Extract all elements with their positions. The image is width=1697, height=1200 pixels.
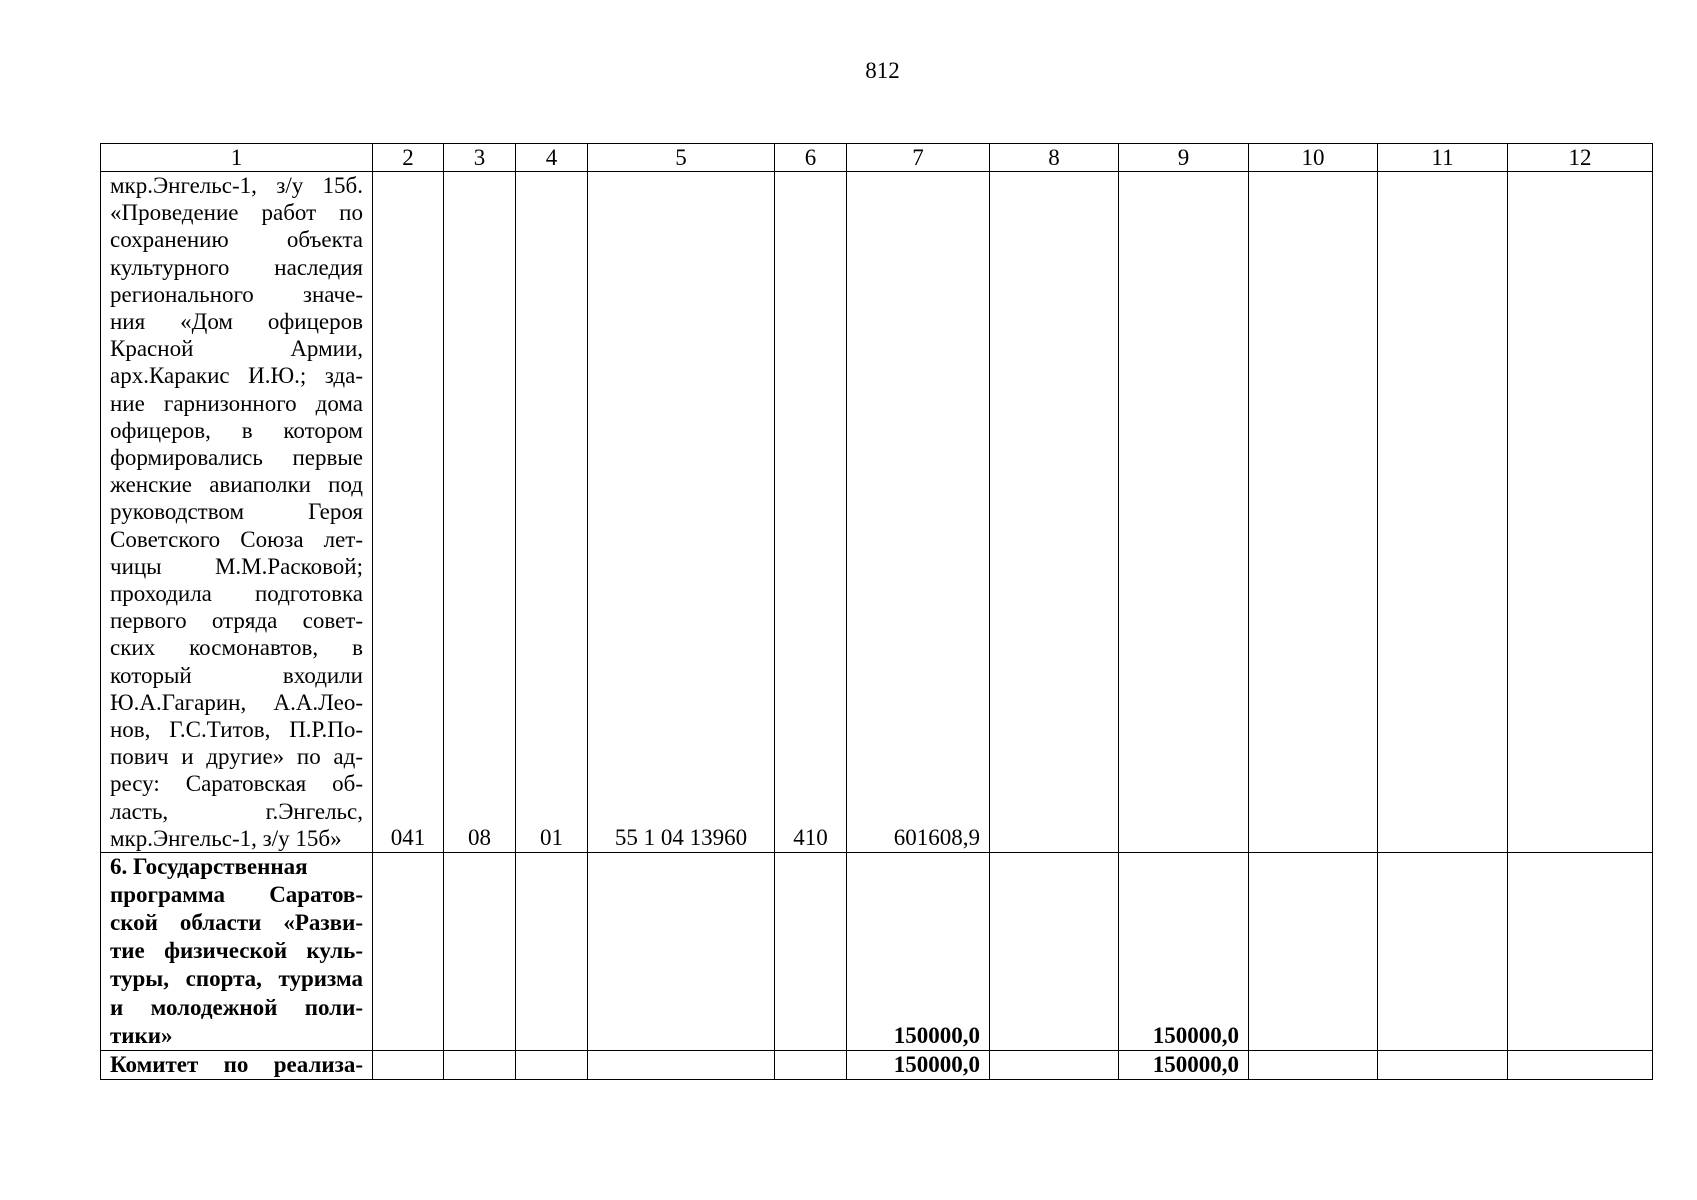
- column-header: 6: [775, 144, 847, 172]
- cell-c11: [1378, 1050, 1508, 1079]
- cell-c4: [516, 853, 588, 1051]
- cell-c4: [516, 1050, 588, 1079]
- description-line: первого отряда совет-: [110, 608, 363, 634]
- cell-c2: [373, 853, 444, 1051]
- description-line: пович и другие» по ад-: [110, 744, 363, 770]
- description-line: культурного наследия: [110, 254, 363, 280]
- description-line: чицы М.М.Расковой;: [110, 553, 363, 579]
- row-description: [101, 1050, 373, 1079]
- description-line: формировались первые: [110, 445, 363, 471]
- column-header: 10: [1249, 144, 1378, 172]
- description-line: Комитет по реализа-: [110, 1051, 363, 1077]
- row-description: [101, 172, 373, 853]
- description-line: «Проведение работ по: [110, 200, 363, 226]
- page-number: 812: [865, 58, 900, 83]
- description-line: мкр.Энгельс-1, з/у 15б.: [110, 173, 363, 198]
- cell-c8: [990, 1050, 1119, 1079]
- description-line: Ю.А.Гагарин, А.А.Лео-: [110, 689, 363, 715]
- cell-c11: [1378, 172, 1508, 853]
- column-header: 4: [516, 144, 588, 172]
- cell-c4: 01: [516, 172, 588, 853]
- description-line: женские авиаполки под: [110, 472, 363, 498]
- description-line: руководством Героя: [110, 499, 363, 525]
- column-header: 8: [990, 144, 1119, 172]
- cell-c3: [444, 853, 516, 1051]
- cell-c9: [1119, 172, 1249, 853]
- cell-c8: [990, 853, 1119, 1051]
- description-line: ресу: Саратовская об-: [110, 771, 363, 797]
- description-line: и молодежной поли-: [110, 994, 363, 1020]
- description-line: арх.Каракис И.Ю.; зда-: [110, 363, 363, 389]
- cell-c11: [1378, 853, 1508, 1051]
- description-line: сохранению объекта: [110, 227, 363, 253]
- description-line: тики»: [110, 1022, 173, 1048]
- cell-c6: 410: [775, 172, 847, 853]
- description-line: мкр.Энгельс-1, з/у 15б»: [110, 825, 342, 851]
- budget-table: [100, 143, 1653, 1080]
- column-header: 2: [373, 144, 444, 172]
- column-header: 1: [101, 144, 373, 172]
- column-header: 7: [847, 144, 990, 172]
- cell-c10: [1249, 853, 1378, 1051]
- cell-c3: [444, 1050, 516, 1079]
- cell-c7: 150000,0: [847, 1050, 990, 1079]
- column-header: 5: [588, 144, 775, 172]
- description-line: который входили: [110, 662, 363, 688]
- cell-c6: [775, 853, 847, 1051]
- cell-c12: [1508, 853, 1653, 1051]
- description-line: ласть, г.Энгельс,: [110, 798, 363, 824]
- cell-c10: [1249, 172, 1378, 853]
- cell-c7: 601608,9: [847, 172, 990, 853]
- table-row: [101, 1050, 1653, 1079]
- cell-c12: [1508, 172, 1653, 853]
- column-header: 12: [1508, 144, 1653, 172]
- cell-c10: [1249, 1050, 1378, 1079]
- description-line: Красной Армии,: [110, 336, 363, 362]
- description-line: ской области «Разви-: [110, 910, 363, 936]
- header-row: [101, 144, 1653, 172]
- description-line: программа Саратов-: [110, 882, 363, 908]
- column-header: 9: [1119, 144, 1249, 172]
- description-line: ских космонавтов, в: [110, 635, 363, 661]
- cell-c5: [588, 853, 775, 1051]
- description-line: нов, Г.С.Титов, П.Р.По-: [110, 717, 363, 743]
- cell-c6: [775, 1050, 847, 1079]
- description-line: туры, спорта, туризма: [110, 966, 363, 992]
- description-line: 6. Государственная: [110, 854, 308, 880]
- row-description: [101, 853, 373, 1051]
- description-line: проходила подготовка: [110, 581, 363, 607]
- description-line: Советского Союза лет-: [110, 526, 363, 552]
- description-line: офицеров, в котором: [110, 417, 363, 443]
- description-line: регионального значе-: [110, 281, 363, 307]
- table-row: [101, 853, 1653, 1051]
- column-header: 3: [444, 144, 516, 172]
- cell-c5: 55 1 04 13960: [588, 172, 775, 853]
- column-header: 11: [1378, 144, 1508, 172]
- cell-c7: 150000,0: [847, 853, 990, 1051]
- cell-c9: 150000,0: [1119, 1050, 1249, 1079]
- cell-c9: 150000,0: [1119, 853, 1249, 1051]
- cell-c2: [373, 1050, 444, 1079]
- cell-c3: 08: [444, 172, 516, 853]
- description-line: тие физической куль-: [110, 938, 363, 964]
- cell-c12: [1508, 1050, 1653, 1079]
- description-line: ние гарнизонного дома: [110, 390, 363, 416]
- cell-c5: [588, 1050, 775, 1079]
- description-line: ния «Дом офицеров: [110, 309, 363, 335]
- cell-c2: 041: [373, 172, 444, 853]
- table-row: [101, 172, 1653, 853]
- cell-c8: [990, 172, 1119, 853]
